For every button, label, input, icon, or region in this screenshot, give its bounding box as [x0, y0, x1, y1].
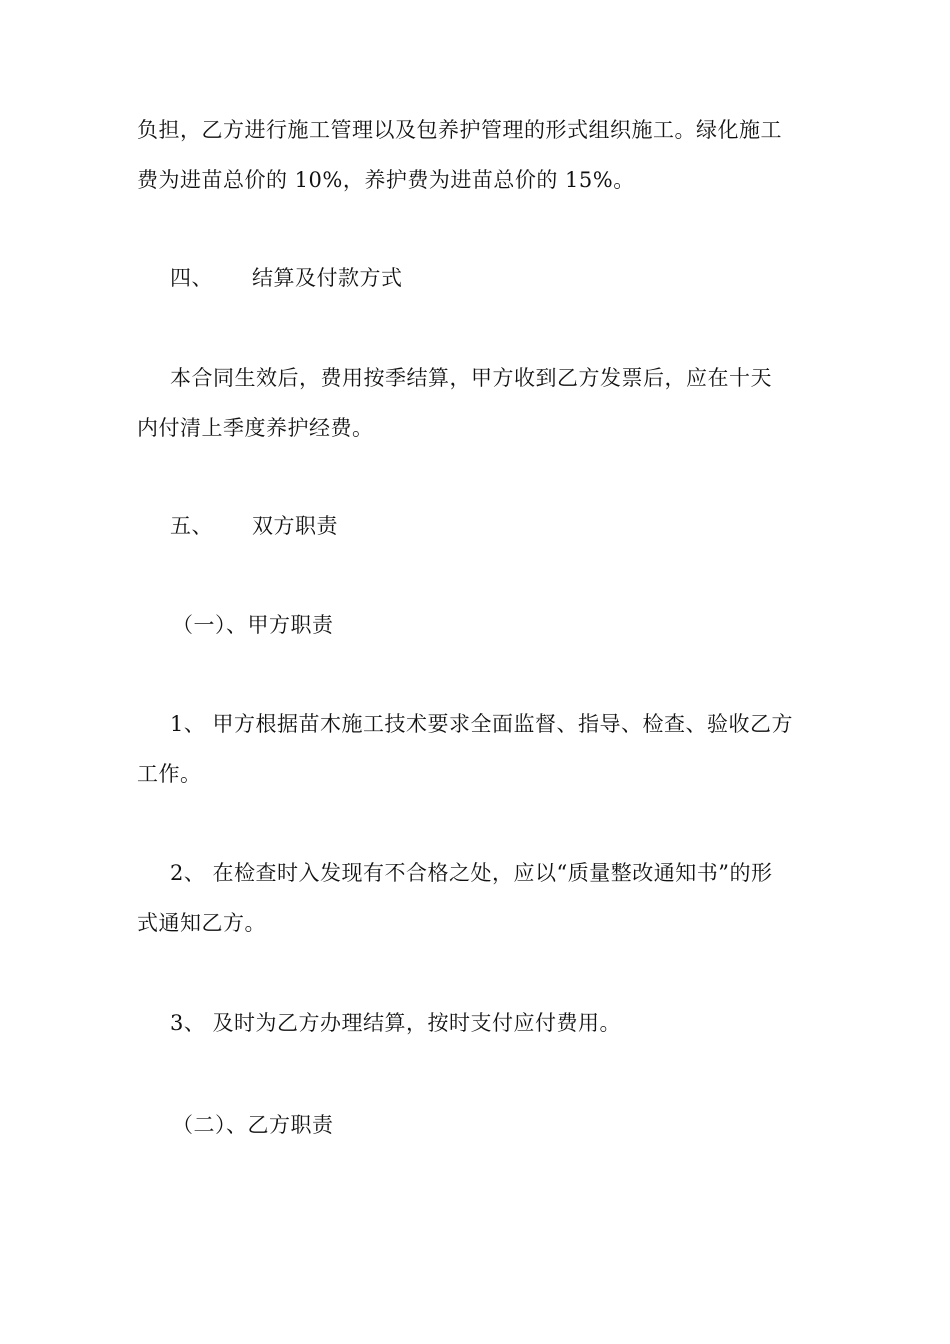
paragraph-line: 本合同生效后，费用按季结算，甲方收到乙方发票后，应在十天 [170, 366, 772, 390]
subsection-heading: （二）、乙方职责 [172, 1113, 334, 1137]
list-item-line: 2、 在检查时入发现有不合格之处，应以“质量整改通知书”的形 [170, 861, 773, 885]
subsection-heading: （一）、甲方职责 [172, 613, 334, 637]
list-item-line: 式通知乙方。 [137, 911, 266, 935]
section-title: 双方职责 [252, 514, 338, 538]
paragraph-line: 内付清上季度养护经费。 [137, 416, 374, 440]
list-item-line: 3、 及时为乙方办理结算，按时支付应付费用。 [170, 1011, 622, 1035]
paragraph-line: 负担，乙方进行施工管理以及包养护管理的形式组织施工。绿化施工 [137, 118, 782, 142]
section-title: 结算及付款方式 [252, 266, 403, 290]
list-item-line: 工作。 [137, 762, 202, 786]
paragraph-line: 费为进苗总价的 10%，养护费为进苗总价的 15%。 [137, 168, 635, 192]
list-item-line: 1、 甲方根据苗木施工技术要求全面监督、指导、检查、验收乙方 [170, 712, 794, 736]
section-number: 五、 [170, 514, 213, 538]
section-heading-5 [170, 513, 338, 539]
section-number: 四、 [170, 266, 213, 290]
section-heading-4 [170, 265, 403, 291]
